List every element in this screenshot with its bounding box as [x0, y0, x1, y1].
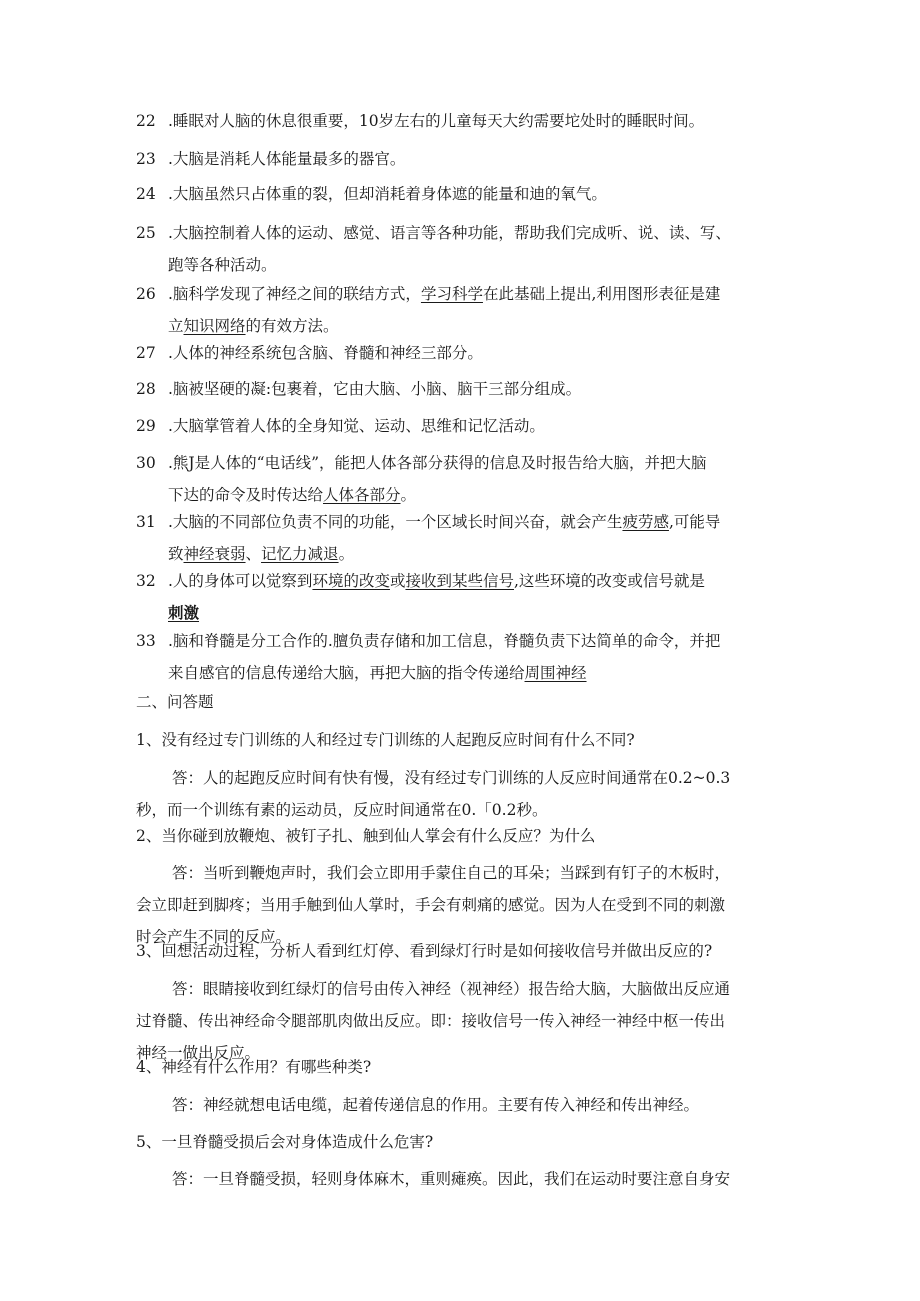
- question: 2、当你碰到放鞭炮、被钉子扎、触到仙人掌会有什么反应？为什么: [136, 827, 596, 845]
- section-heading: 二、问答题: [136, 693, 214, 711]
- question: 4、神经有什么作用？有哪些种类?: [136, 1058, 372, 1076]
- list-item: 28 .脑被坚硬的凝:包裹着，它由大脑、小脑、脑干三部分组成。: [136, 380, 582, 398]
- answer-blank: 周围神经: [524, 664, 587, 682]
- list-item: 33 .脑和脊髓是分工合作的.膻负责存储和加工信息，脊髓负责下达简单的命令，并把 来自感官的信息传递给大脑，再把大脑的指令传递给周围神经: [136, 632, 721, 682]
- list-item: 32 .人的身体可以觉察到环境的改变或接收到某些信号,这些环境的改变或信号就是 刺激: [136, 572, 705, 622]
- list-item: 25 .大脑控制着人体的运动、感觉、语言等各种功能，帮助我们完成听、说、读、写、 跑等各种活动。: [136, 224, 731, 274]
- answer-blank: 学习科学: [420, 285, 483, 303]
- list-item: 29 .大脑掌管着人体的全身知觉、运动、思维和记忆活动。: [136, 417, 545, 435]
- answer-blank: 疲劳感: [622, 513, 669, 531]
- question: 1、没有经过专门训练的人和经过专门训练的人起跑反应时间有什么不同?: [136, 731, 635, 749]
- list-item: 24 .大脑虽然只占体重的裂，但却消耗着身体遮的能量和迪的氧气。: [136, 185, 607, 203]
- answer: 答：一旦脊髓受损，轻则身体麻木，重则瘫痪。因此，我们在运动时要注意自身安: [172, 1170, 731, 1188]
- list-item: 23 .大脑是消耗人体能量最多的器官。: [136, 150, 406, 168]
- question: 5、一旦脊髓受损后会对身体造成什么危害?: [136, 1133, 434, 1151]
- answer-blank: 知识网络: [183, 317, 246, 335]
- answer: 答：人的起跑反应时间有快有慢，没有经过专门训练的人反应时间通常在0.2~0.3 秒，而一个训练有素的运动员，反应时间通常在0.「0.2秒。: [136, 769, 731, 819]
- answer-blank: 环境的改变: [312, 572, 390, 590]
- answer: 答：当听到鞭炮声时，我们会立即用手蒙住自己的耳朵；当踩到有钉子的木板时， 会立即赶到脚疼；当用手触到仙人掌时，手会有刺痛的感觉。因为人在受到不同的刺激 时会产生不同的反应。: [136, 864, 731, 946]
- answer: 答：神经就想电话电缆，起着传递信息的作用。主要有传入神经和传出神经。: [172, 1096, 700, 1114]
- answer-blank: 神经衰弱: [183, 545, 246, 563]
- list-item: 22 .睡眠对人脑的休息很重要，10岁左右的儿童每天大约需要坨处时的睡眠时间。: [136, 112, 705, 130]
- answer-blank: 记忆力减退: [261, 545, 339, 563]
- question: 3、回想活动过程，分析人看到红灯停、看到绿灯行时是如何接收信号并做出反应的?: [136, 942, 713, 960]
- list-item: 27 .人体的神经系统包含脑、脊髓和神经三部分。: [136, 344, 483, 362]
- answer-blank: 刺激: [168, 603, 200, 622]
- list-item: 31 .大脑的不同部位负责不同的功能，一个区域长时间兴奋，就会产生疲劳感,可能导 致神经衰弱、记忆力减退。: [136, 513, 721, 563]
- answer-blank: 人体各部分: [323, 486, 401, 504]
- list-item: 30 .熊J是人体的“电话线”，能把人体各部分获得的信息及时报告给大脑，并把大脑 下达的命令及时传达给人体各部分。: [136, 454, 707, 504]
- answer-blank: 接收到某些信号: [405, 572, 514, 590]
- answer: 答：眼睛接收到红绿灯的信号由传入神经（视神经）报告给大脑，大脑做出反应通 过脊髓、传出神经命令腿部肌肉做出反应。即：接收信号一传入神经一神经中枢一传出 神经一做出反应。: [136, 980, 731, 1062]
- list-item: 26 .脑科学发现了神经之间的联结方式，学习科学在此基础上提出,利用图形表征是建 立知识网络的有效方法。: [136, 285, 721, 335]
